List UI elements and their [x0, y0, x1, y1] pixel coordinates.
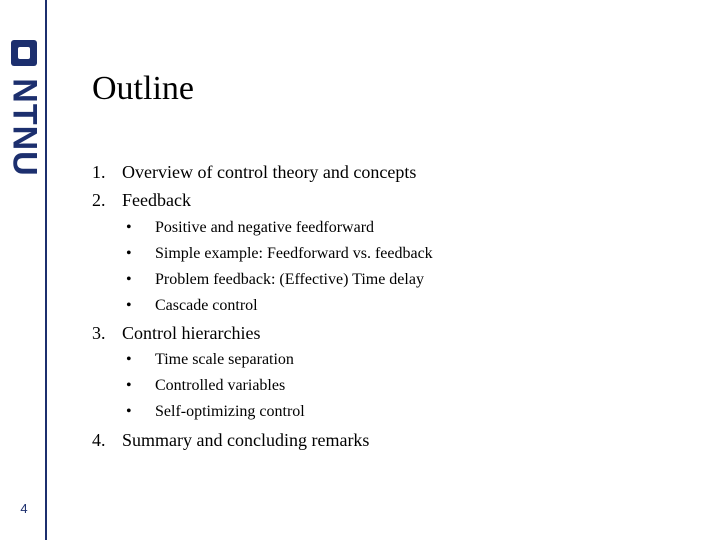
subitem-text: Cascade control: [155, 297, 258, 314]
outline-subitem: [126, 245, 433, 263]
bullet-icon: •: [126, 219, 132, 236]
bullet-icon: •: [126, 297, 132, 314]
logo-text: NTNU: [5, 77, 44, 177]
outline-subitem: [126, 219, 374, 237]
item-number: 1.: [92, 162, 106, 182]
outline-subitem: [126, 377, 285, 395]
bullet-icon: •: [126, 403, 132, 420]
subitem-text: Simple example: Feedforward vs. feedback: [155, 245, 433, 262]
outline-item-2: [92, 190, 191, 211]
bullet-icon: •: [126, 351, 132, 368]
bullet-icon: •: [126, 377, 132, 394]
page-number: 4: [20, 501, 28, 516]
ntnu-logo-icon: [11, 40, 37, 66]
sidebar: [0, 0, 47, 540]
subitem-text: Problem feedback: (Effective) Time delay: [155, 271, 424, 288]
outline-subitem: [126, 271, 424, 289]
bullet-icon: •: [126, 271, 132, 288]
item-text: Control hierarchies: [122, 323, 261, 343]
subitem-text: Controlled variables: [155, 377, 286, 394]
item-text: Summary and concluding remarks: [122, 430, 370, 450]
subitem-text: Self-optimizing control: [155, 403, 305, 420]
bullet-icon: •: [126, 245, 132, 262]
outline-item-4: [92, 430, 369, 451]
item-number: 3.: [92, 323, 106, 343]
subitem-text: Time scale separation: [155, 351, 294, 368]
item-text: Overview of control theory and concepts: [122, 162, 417, 182]
outline-subitem: [126, 297, 258, 315]
item-number: 4.: [92, 430, 106, 450]
subitem-text: Positive and negative feedforward: [155, 219, 375, 236]
outline-subitem: [126, 351, 294, 369]
slide-title: Outline: [92, 70, 194, 107]
logo-wordmark: [4, 72, 44, 182]
item-number: 2.: [92, 190, 106, 210]
outline-item-3: [92, 323, 260, 344]
item-text: Feedback: [122, 190, 191, 210]
outline-subitem: [126, 403, 305, 421]
outline-item-1: [92, 162, 416, 183]
